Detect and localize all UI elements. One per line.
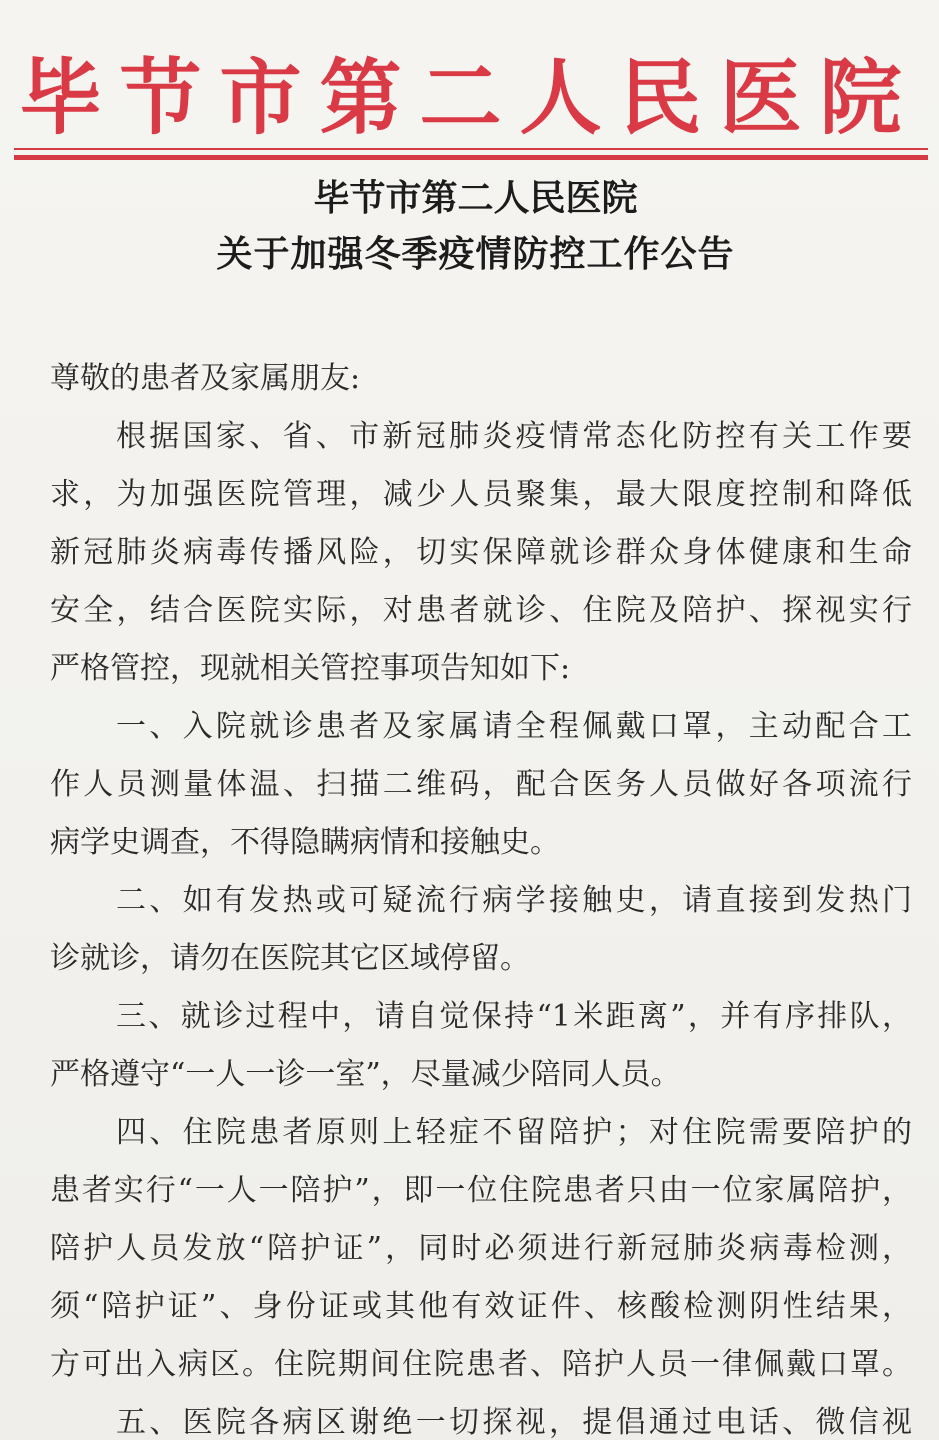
letterhead: 毕节市第二人民医院 [19,50,920,146]
body-line: 三、就诊过程中，请自觉保持“1米距离”，并有序排队， [116,999,912,1034]
body-line: 一、入院就诊患者及家属请全程佩戴口罩，主动配合工 [116,709,912,744]
body-line: 严格遵守“一人一诊一室”，尽量减少陪同人员。 [50,1057,681,1092]
letterhead-rule-thin [14,148,928,150]
document-title-line2: 关于加强冬季疫情防控工作公告 [216,233,735,275]
document-title-line1: 毕节市第二人民医院 [313,177,638,219]
body-line: 诊就诊，请勿在医院其它区域停留。 [50,941,530,976]
body-line: 二、如有发热或可疑流行病学接触史，请直接到发热门 [116,883,912,918]
body-line: 须“陪护证”、身份证或其他有效证件、核酸检测阴性结果， [50,1289,912,1324]
body-line: 五、医院各病区谢绝一切探视，提倡通过电话、微信视 [116,1405,912,1440]
body-line: 作人员测量体温、扫描二维码，配合医务人员做好各项流行 [50,767,912,802]
letterhead-rule-thick [14,155,928,160]
body-line: 新冠肺炎病毒传播风险，切实保障就诊群众身体健康和生命 [50,535,912,570]
notice-body [50,408,912,1440]
body-line: 患者实行“一人一陪护”，即一位住院患者只由一位家属陪护， [50,1173,912,1208]
body-line: 方可出入病区。住院期间住院患者、陪护人员一律佩戴口罩。 [50,1347,912,1382]
body-line: 病学史调查，不得隐瞒病情和接触史。 [50,825,560,860]
salutation: 尊敬的患者及家属朋友: [50,361,361,396]
body-line: 严格管控，现就相关管控事项告知如下: [50,651,571,686]
body-line: 根据国家、省、市新冠肺炎疫情常态化防控有关工作要 [116,419,912,454]
body-line: 四、住院患者原则上轻症不留陪护；对住院需要陪护的 [116,1115,912,1150]
body-line: 安全，结合医院实际，对患者就诊、住院及陪护、探视实行 [50,593,912,628]
body-line: 求，为加强医院管理，减少人员聚集，最大限度控制和降低 [50,477,912,512]
body-line: 陪护人员发放“陪护证”，同时必须进行新冠肺炎病毒检测， [50,1231,912,1266]
